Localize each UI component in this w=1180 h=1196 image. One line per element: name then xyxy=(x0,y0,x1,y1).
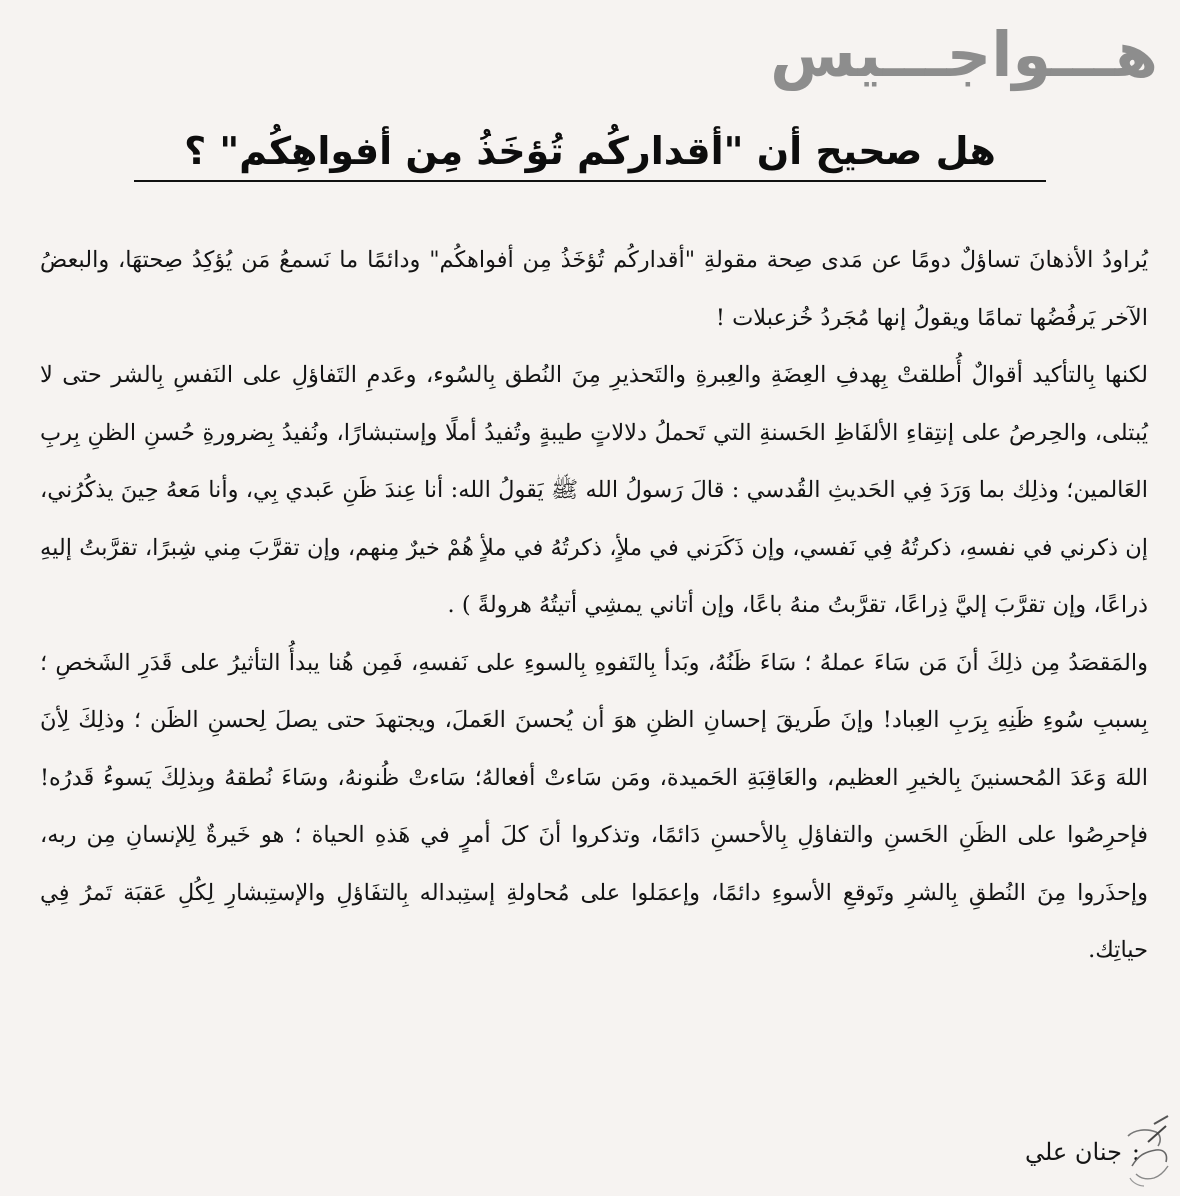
pen-sketch-icon xyxy=(1120,1106,1174,1190)
article-title-block xyxy=(134,128,1046,182)
brand-heading: هـــواجـــيس xyxy=(770,18,1158,91)
paragraph-2: لكنها بِالتأكيد أقوالٌ أُطلقتْ بِهدفِ العِضَةِ والعِبرةِ والتَحذيرِ مِنَ النُطق بِالسُوء، وعَدمِ التَفاؤلِ على النَفسِ بِالشر حتى لا يُبتلى، والحِرصُ على إنتِقاءِ الألفَاظِ الحَسنةِ التي تَحملُ دلالاتٍ طيبةٍ وتُفيدُ أملًا وإستبشارًا، ونُفيدُ بِضرورةِ حُسنِ الظنِ بِربِ العَالمين؛ وذلِك بما وَرَدَ فِي الحَديثِ القُدسي : قالَ رَسولُ الله ﷺ يَقولُ الله: أنا عِندَ ظَنِ عَبدي بِي، وأنا مَعهُ حِينَ يذكُرُني، إن ذكرني في نفسهِ، ذكرتُهُ فِي نَفسي، وإن ذَكَرَني في ملأٍ، ذكرتُهُ في ملأٍ هُمْ خيرٌ مِنهم، وإن تقرَّبَ مِني شِبرًا، تقرَّبتُ إليهِ ذراعًا، وإن تقرَّبَ إليَّ ذِراعًا، تقرَّبتُ منهُ باعًا، وإن أتاني يمشِي أتيتُهُ هرولةً ) . xyxy=(40,362,1148,618)
paragraph-1: يُراودُ الأذهانَ تساؤلٌ دومًا عن مَدى صِحة مقولةِ "أقداركُم تُؤخَذُ مِن أفواهكُم" ودائمًا ما نَسمعُ مَن يُؤكِدُ صِحتهَا، والبعضُ الآخر يَرفُضُها تمامًا ويقولُ إنها مُجَردُ خُزعبلات ! xyxy=(40,247,1148,331)
paragraph-3: والمَقصَدُ مِن ذلِكَ أنَ مَن سَاءَ عملهُ ؛ سَاءَ ظَنُهُ، وبَدأ بِالتَفوهِ بِالسوءِ على نَفسهِ، فَمِن هُنا يبدأُ التأثيرُ على قَدَرِ الشَخصِ ؛ بِسببِ سُوءِ ظَنِهِ بِرَبِ العِباد! وإنَ طَريقَ إحسانِ الظنِ هوَ أن يُحسنَ العَملَ، ويجتهدَ حتى يصلَ لِحسنِ الظَن ؛ وذلِكَ لِأنَ اللهَ وَعَدَ المُحسنينَ بِالخيرِ العظيم، والعَاقِبَةِ الحَميدة، ومَن سَاءتْ أفعالهُ؛ سَاءتْ ظُنونهُ، وسَاءَ نُطقهُ وبِذلِكَ يَسوءُ قَدرُه! فإحرِصُوا على الظَنِ الحَسنِ والتفاؤلِ بِالأحسنِ دَائمًا، وتذكروا أنَ كلَ أمرٍ في هَذهِ الحياة ؛ هو خَيرةٌ لِلإنسانِ مِن ربه، وإحذَروا مِنَ النُطقِ بِالشرِ وتَوقعِ الأسوءِ دائمًا، وإعمَلوا على مُحاولةِ إستِبداله بِالتفَاؤلِ والإستِبشارِ لِكُلِ عَقبَة تَمرُ فِي حياتِك. xyxy=(40,649,1148,963)
author-name: جنان علي xyxy=(1024,1138,1122,1166)
article-title: هل صحيح أن "أقداركُم تُؤخَذُ مِن أفواهِكُم" ؟ xyxy=(184,129,996,173)
author-colon: : xyxy=(1131,1138,1140,1166)
article-body xyxy=(40,232,1148,980)
